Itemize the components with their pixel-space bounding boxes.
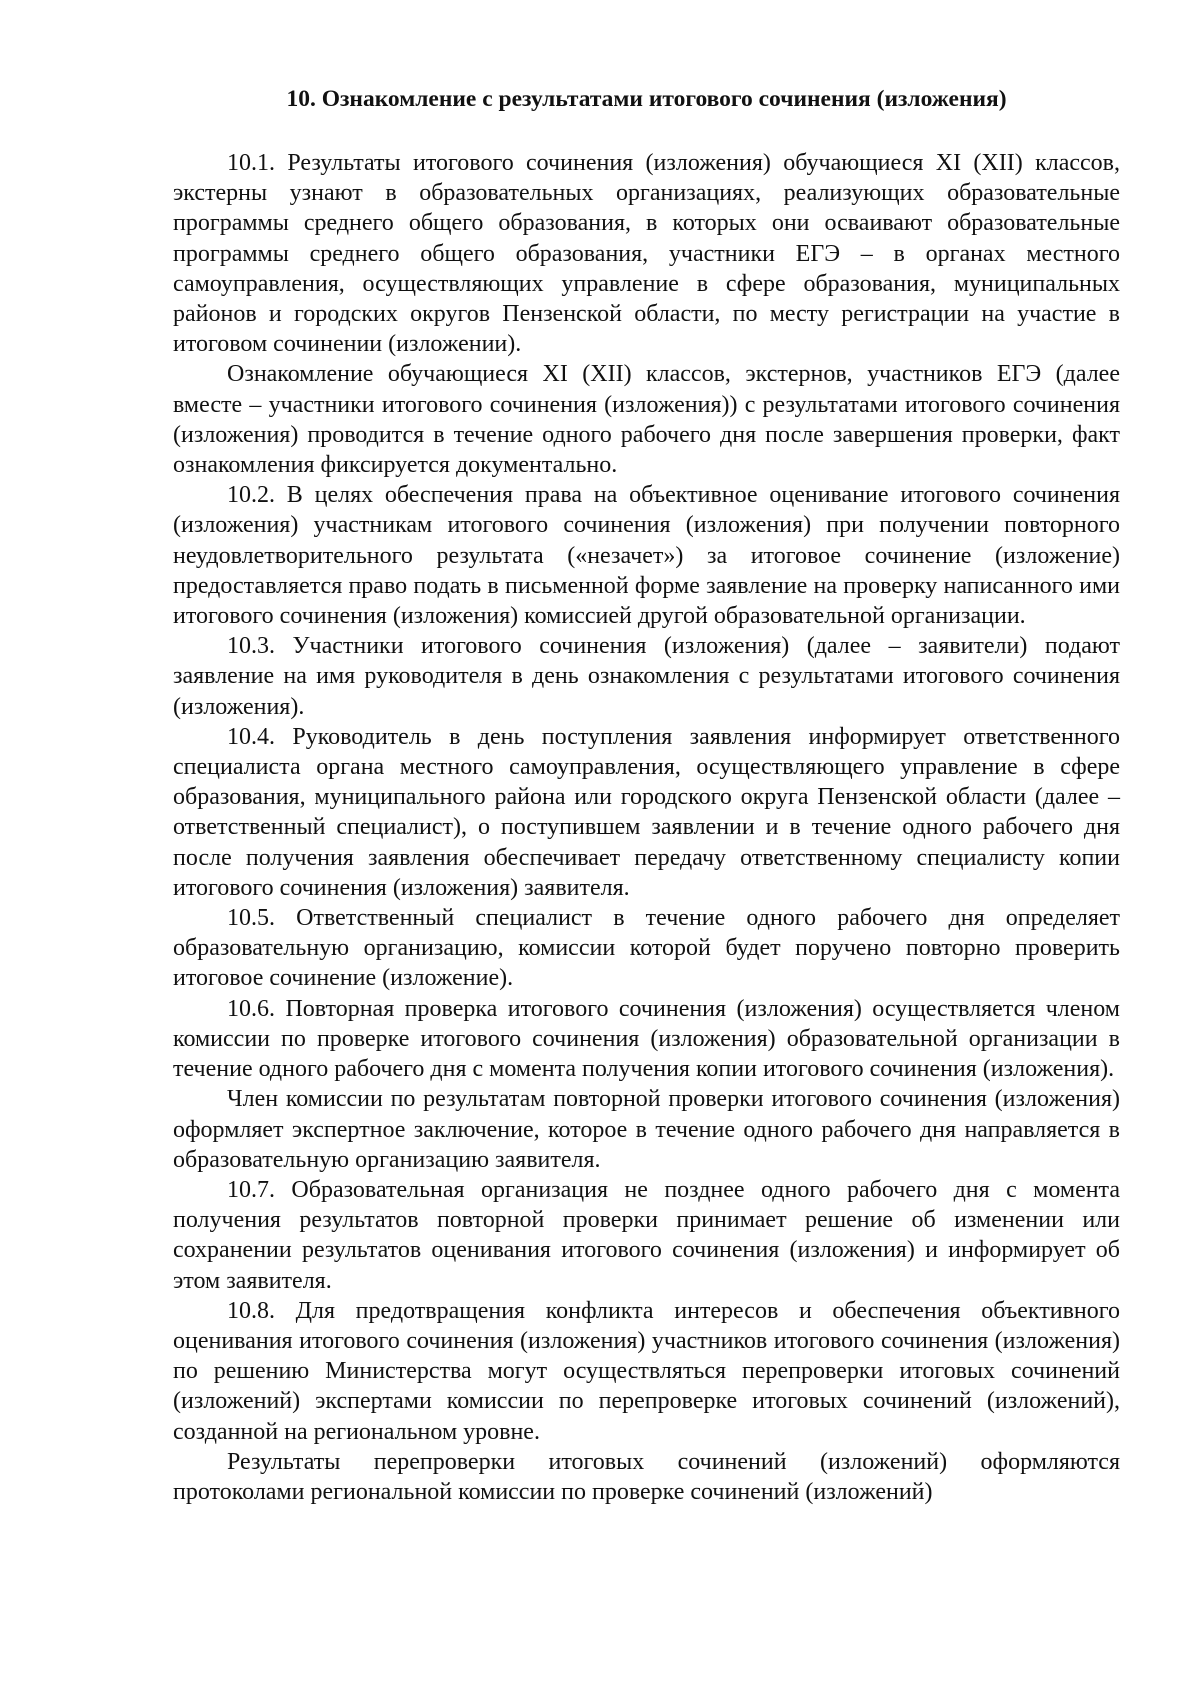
paragraph-10-2: 10.2. В целях обеспечения права на объективное оценивание итогового сочинения (изложения) участникам итогового сочинения (изложения) при получении повторного неудовлетворительного результата («незачет») за итоговое сочинение (изложение) предоставляется право подать в письменной форме заявление на проверку написанного ими итогового сочинения (изложения) комиссией другой образовательной организации.	[173, 482, 1120, 630]
paragraph-10-3: 10.3. Участники итогового сочинения (изложения) (далее – заявители) подают заявление на имя руководителя в день ознакомления с результатами итогового сочинения (изложения).	[173, 633, 1120, 720]
paragraph-10-8: 10.8. Для предотвращения конфликта интересов и обеспечения объективного оценивания итогового сочинения (изложения) участников итогового сочинения (изложения) по решению Министерства могут осуществляться перепроверки итоговых сочинений (изложений) экспертами комиссии по перепроверке итоговых сочинений (изложений), созданной на региональном уровне.	[173, 1297, 1120, 1445]
paragraph-10-1-familiarization: Ознакомление обучающиеся XI (XII) классов, экстернов, участников ЕГЭ (далее вместе – участники итогового сочинения (изложения)) с результатами итогового сочинения (изложения) проводится в течение одного рабочего дня после завершения проверки, факт ознакомления фиксируется документально.	[173, 361, 1120, 479]
paragraph-10-8-recheck-results: Результаты перепроверки итоговых сочинений (изложений) оформляются протоколами региональной комиссии по проверке сочинений (изложений)	[173, 1448, 1120, 1505]
document-body	[173, 84, 1120, 1507]
paragraph-10-5: 10.5. Ответственный специалист в течение одного рабочего дня определяет образовательную организацию, комиссии которой будет поручено повторно проверить итоговое сочинение (изложение).	[173, 905, 1120, 992]
paragraph-10-7: 10.7. Образовательная организация не позднее одного рабочего дня с момента получения результатов повторной проверки принимает решение об изменении или сохранении результатов оценивания итогового сочинения (изложения) и информирует об этом заявителя.	[173, 1176, 1120, 1294]
paragraph-10-6-expert-conclusion: Член комиссии по результатам повторной проверки итогового сочинения (изложения) оформляет экспертное заключение, которое в течение одного рабочего дня направляется в образовательную организацию заявителя.	[173, 1086, 1120, 1173]
paragraph-10-1: 10.1. Результаты итогового сочинения (изложения) обучающиеся XI (XII) классов, экстерны узнают в образовательных организациях, реализующих образовательные программы среднего общего образования, в которых они осваивают образовательные программы среднего общего образования, участники ЕГЭ – в органах местного самоуправления, осуществляющих управление в сфере образования, муниципальных районов и городских округов Пензенской области, по месту регистрации на участие в итоговом сочинении (изложении).	[173, 150, 1120, 358]
paragraph-10-4: 10.4. Руководитель в день поступления заявления информирует ответственного специалиста органа местного самоуправления, осуществляющего управление в сфере образования, муниципального района или городского округа Пензенской области (далее – ответственный специалист), о поступившем заявлении и в течение одного рабочего дня после получения заявления обеспечивает передачу ответственному специалисту копии итогового сочинения (изложения) заявителя.	[173, 723, 1120, 901]
paragraph-10-6: 10.6. Повторная проверка итогового сочинения (изложения) осуществляется членом комиссии по проверке итогового сочинения (изложения) образовательной организации в течение одного рабочего дня с момента получения копии итогового сочинения (изложения).	[173, 995, 1120, 1083]
section-heading: 10. Ознакомление с результатами итогового сочинения (изложения)	[286, 86, 1007, 112]
